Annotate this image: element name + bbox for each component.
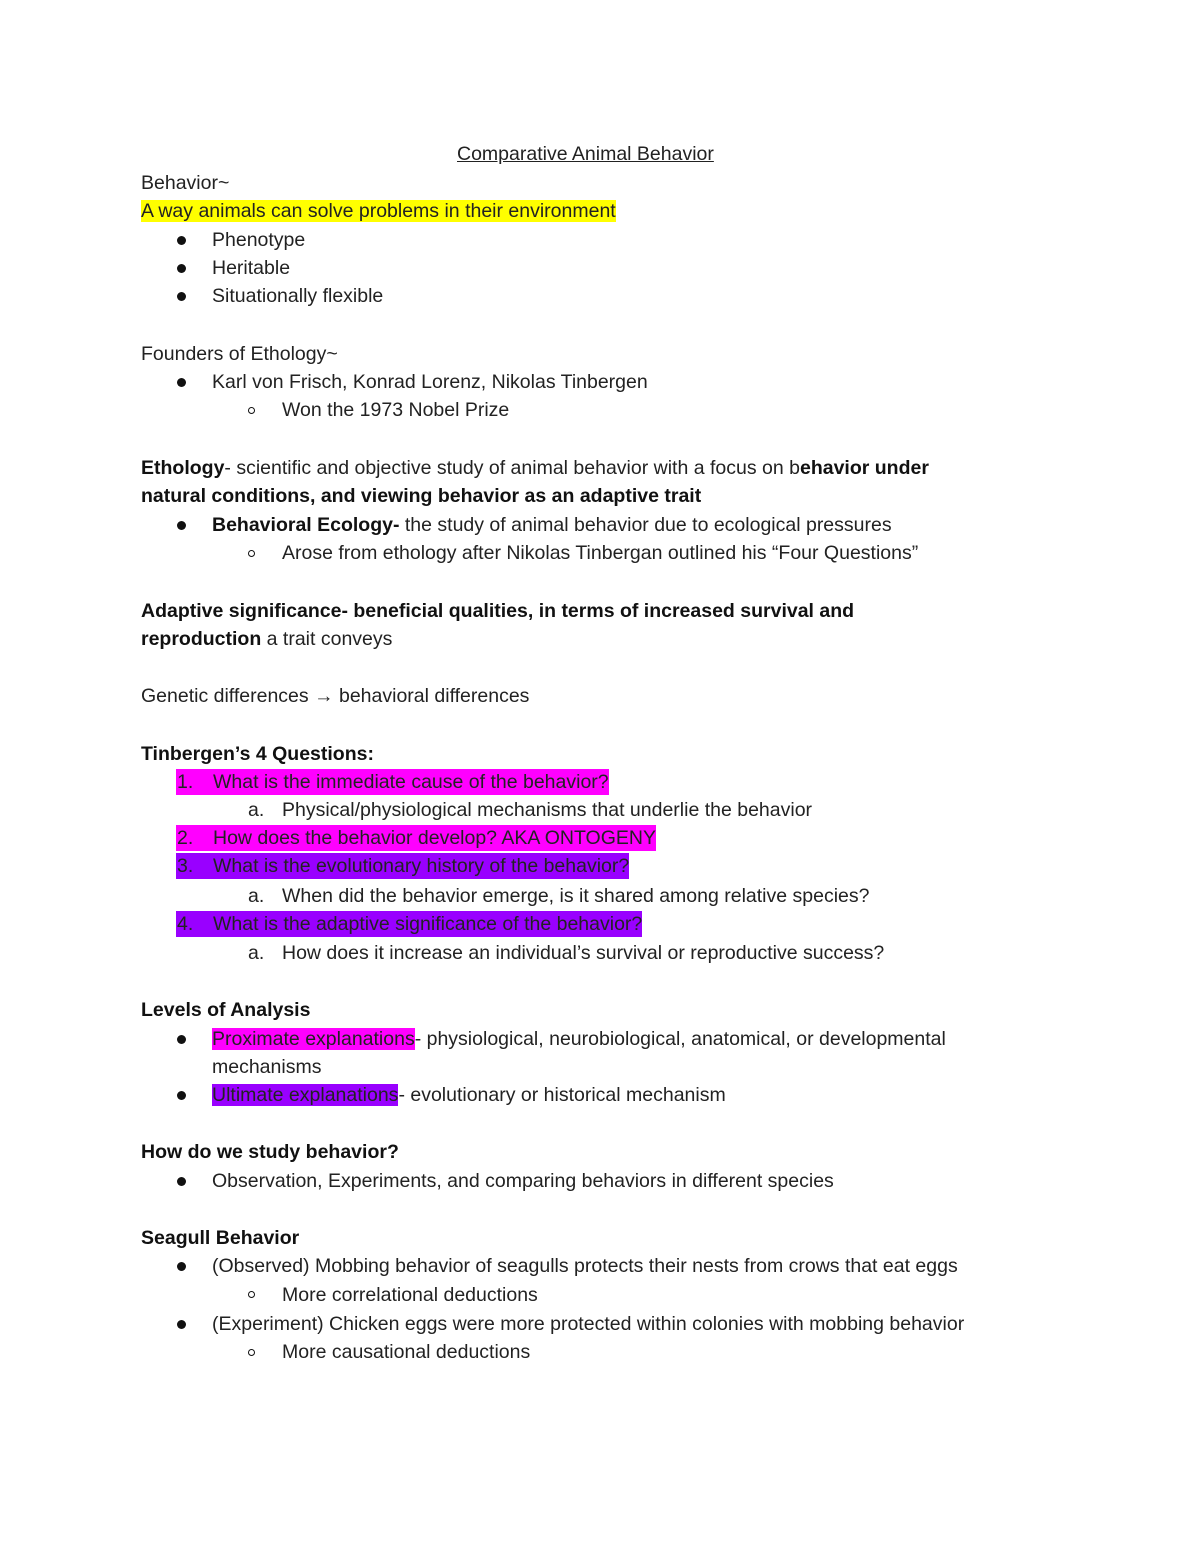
circle-bullet-icon [248,407,255,414]
sub-letter: a. [248,885,265,907]
list-item: Observation, Experiments, and comparing behaviors in different species [212,1170,834,1192]
question-number: 4. [177,913,194,935]
ethology-bold-text: ehavior under [799,457,929,479]
adaptive-text: a trait conveys [261,628,393,650]
list-item [212,511,892,539]
adaptive-bold-word: reproduction [141,628,262,650]
behavioral-ecology-term: Behavioral Ecology- [212,514,400,536]
question-subitem: Physical/physiological mechanisms that underlie the behavior [282,799,813,821]
list-item: Heritable [212,257,291,279]
question-text: How does the behavior develop? AKA ONTOGENY [213,827,656,849]
study-heading: How do we study behavior? [141,1141,399,1163]
page-title: Comparative Animal Behavior [457,143,714,165]
tinbergen-heading: Tinbergen’s 4 Questions: [141,743,374,765]
bullet-icon [177,264,186,273]
question-subitem: When did the behavior emerge, is it shared among relative species? [282,885,870,907]
list-subitem: More correlational deductions [282,1284,538,1306]
question-text: What is the immediate cause of the behavior? [213,771,609,793]
levels-heading: Levels of Analysis [141,999,311,1021]
list-item-cont: mechanisms [212,1056,322,1078]
behavior-definition [141,197,616,225]
proximate-text: - physiological, neurobiological, anatomical, or developmental [414,1028,946,1050]
adaptive-definition-cont [141,625,392,653]
bullet-icon [177,1035,186,1044]
sub-letter: a. [248,799,265,821]
adaptive-definition: Adaptive significance- beneficial qualities, in terms of increased survival and [141,600,855,622]
question-number: 2. [177,827,194,849]
ethology-term: Ethology [141,457,225,479]
ultimate-term: Ultimate explanations [212,1084,399,1106]
circle-bullet-icon [248,1291,255,1298]
ultimate-text: - evolutionary or historical mechanism [398,1084,726,1106]
bullet-icon [177,292,186,301]
list-subitem: Arose from ethology after Nikolas Tinbergan outlined his “Four Questions” [282,542,919,564]
question-subitem: How does it increase an individual’s survival or reproductive success? [282,942,885,964]
question-number: 3. [177,855,194,877]
bullet-icon [177,378,186,387]
bullet-icon [177,1091,186,1100]
bullet-icon [177,1320,186,1329]
list-item: Phenotype [212,229,306,251]
list-subitem: Won the 1973 Nobel Prize [282,399,510,421]
seagull-heading: Seagull Behavior [141,1227,300,1249]
list-subitem: More causational deductions [282,1341,531,1363]
bullet-icon [177,1262,186,1271]
list-item [212,1025,946,1053]
genetic-line: Genetic differences → behavioral differences [141,685,530,707]
ethology-text: - scientific and objective study of animal behavior with a focus on b [224,457,800,479]
question-4 [176,911,642,937]
circle-bullet-icon [248,1349,255,1356]
list-item: Karl von Frisch, Konrad Lorenz, Nikolas Tinbergen [212,371,648,393]
ethology-bold-line: natural conditions, and viewing behavior as an adaptive trait [141,485,702,507]
list-item: Situationally flexible [212,285,384,307]
proximate-term: Proximate explanations [212,1028,415,1050]
behavioral-ecology-text: the study of animal behavior due to ecological pressures [399,514,892,536]
bullet-icon [177,236,186,245]
question-1 [176,769,609,795]
bullet-icon [177,521,186,530]
question-2 [176,825,656,851]
ethology-definition [141,454,929,482]
list-item: (Experiment) Chicken eggs were more protected within colonies with mobbing behavior [212,1313,965,1335]
highlight-yellow: A way animals can solve problems in their environment [141,200,616,222]
circle-bullet-icon [248,550,255,557]
list-item [212,1081,726,1109]
founders-heading: Founders of Ethology~ [141,343,338,365]
behavior-heading: Behavior~ [141,172,230,194]
list-item: (Observed) Mobbing behavior of seagulls protects their nests from crows that eat eggs [212,1255,958,1277]
sub-letter: a. [248,942,265,964]
question-text: What is the evolutionary history of the behavior? [213,855,630,877]
question-text: What is the adaptive significance of the behavior? [213,913,643,935]
bullet-icon [177,1177,186,1186]
question-number: 1. [177,771,194,793]
question-3 [176,853,629,879]
